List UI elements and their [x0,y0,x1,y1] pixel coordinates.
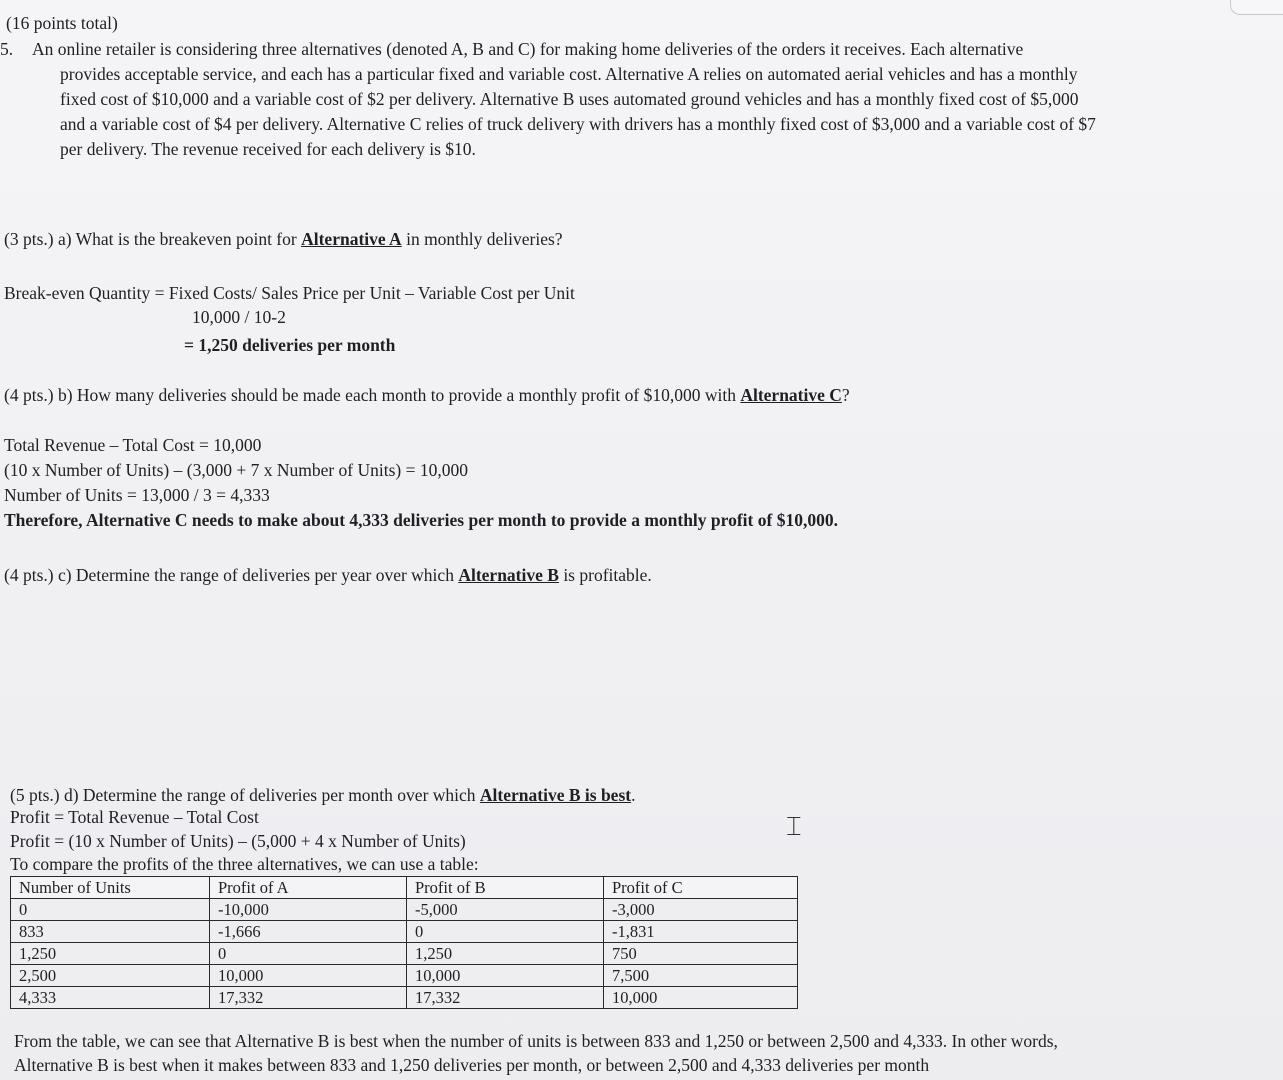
col-header-units: Number of Units [11,877,210,899]
part-b-line-3: Number of Units = 13,000 / 3 = 4,333 [4,485,270,505]
table-cell: -1,666 [210,921,407,943]
part-b-line-1: Total Revenue – Total Cost = 10,000 [4,435,262,455]
question-line-2: provides acceptable service, and each has a particular fixed and variable cost. Alternative A relies on automated aerial vehicles and has a monthly [60,64,1078,84]
part-a-question: (3 pts.) a) What is the breakeven point for Alternative A in monthly deliveries? [4,229,563,249]
text-cursor-icon: ⌶ [786,812,802,842]
profit-table [10,876,798,1009]
table-cell: 10,000 [210,965,407,987]
table-cell: -5,000 [407,899,604,921]
table-header-row [11,877,798,899]
table-cell: 1,250 [11,943,210,965]
table-cell: 833 [11,921,210,943]
part-b-emph: Alternative C [740,385,842,405]
table-cell: 750 [604,943,798,965]
part-a-answer: = 1,250 deliveries per month [184,335,396,355]
part-d-after-2: Alternative B is best when it makes between 833 and 1,250 deliveries per month, or between 2,500 and 4,333 deliveries per month [14,1055,930,1075]
table-cell: 17,332 [407,987,604,1009]
question-number: 5. [0,39,14,59]
table-cell: 0 [210,943,407,965]
question-line-4: and a variable cost of $4 per delivery. Alternative C relies of truck delivery with drivers has a monthly fixed cost of $3,000 and a variable cost of $7 [60,114,1096,134]
part-a-calc: 10,000 / 10-2 [192,307,286,327]
col-header-profit-b: Profit of B [407,877,604,899]
part-b-conclusion: Therefore, Alternative C needs to make about 4,333 deliveries per month to provide a monthly profit of $10,000. [4,510,838,530]
part-a-emph: Alternative A [301,229,402,249]
table-cell: 1,250 [407,943,604,965]
part-d-line-1: Profit = Total Revenue – Total Cost [10,807,259,827]
part-d-after-1: From the table, we can see that Alternative B is best when the number of units is between 833 and 1,250 or between 2,500 and 4,333. In other words, [14,1031,1058,1051]
table-cell: 10,000 [407,965,604,987]
table-cell: 7,500 [604,965,798,987]
table-cell: -1,831 [604,921,798,943]
table-row [11,943,798,965]
question-line-3: fixed cost of $10,000 and a variable cost of $2 per delivery. Alternative B uses automated ground vehicles and has a monthly fixed cost of $5,000 [60,89,1079,109]
part-d-line-3: To compare the profits of the three alternatives, we can use a table: [10,854,479,874]
col-header-profit-a: Profit of A [210,877,407,899]
part-d-emph: Alternative B is best [479,785,632,805]
scroll-tab[interactable] [1230,0,1283,15]
part-b-line-2: (10 x Number of Units) – (3,000 + 7 x Number of Units) = 10,000 [4,460,468,480]
part-a-formula: Break-even Quantity = Fixed Costs/ Sales Price per Unit – Variable Cost per Unit [4,283,575,303]
table-cell: 10,000 [604,987,798,1009]
question-line-1: An online retailer is considering three alternatives (denoted A, B and C) for making home deliveries of the orders it receives. Each alternative [32,39,1024,59]
part-c-emph: Alternative B [458,565,559,585]
table-cell: 0 [407,921,604,943]
table-row [11,921,798,943]
table-cell: -10,000 [210,899,407,921]
question-line-5: per delivery. The revenue received for each delivery is $10. [60,139,476,159]
table-row [11,965,798,987]
part-d-line-2: Profit = (10 x Number of Units) – (5,000 + 4 x Number of Units) [10,831,466,851]
part-c-question: (4 pts.) c) Determine the range of deliveries per year over which Alternative B is profitable. [4,565,652,585]
part-d-question: (5 pts.) d) Determine the range of deliveries per month over which Alternative B is best. [10,785,636,805]
table-cell: 17,332 [210,987,407,1009]
table-cell: -3,000 [604,899,798,921]
table-row [11,899,798,921]
col-header-profit-c: Profit of C [604,877,798,899]
points-total-header: (16 points total) [6,13,118,33]
table-cell: 0 [11,899,210,921]
table-cell: 4,333 [11,987,210,1009]
table-cell: 2,500 [11,965,210,987]
table-row [11,987,798,1009]
part-b-question: (4 pts.) b) How many deliveries should be made each month to provide a monthly profit of $10,000 with Alternative C? [4,385,850,405]
